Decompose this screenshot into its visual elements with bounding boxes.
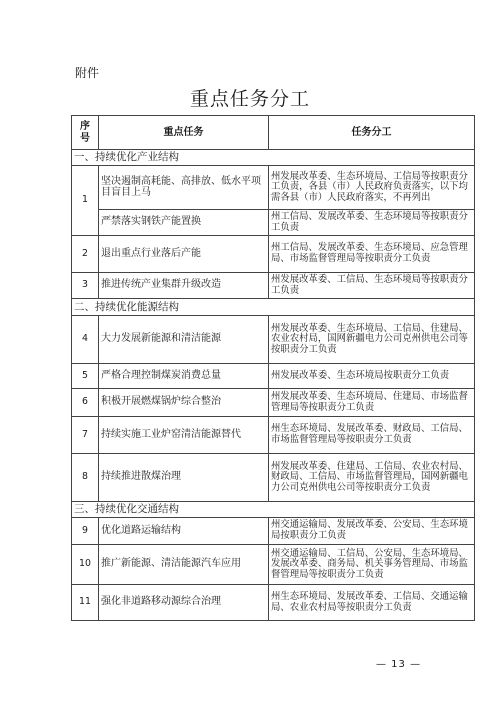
table-row: [72, 316, 475, 364]
table-row: [72, 454, 475, 502]
table-row: [72, 585, 475, 621]
task-cell: 强化非道路移动源综合治理: [99, 585, 269, 621]
division-cell: 州发展改革委、生态环境局按职责分工负责: [269, 364, 475, 389]
page-number: — 13 —: [376, 659, 422, 670]
task-cell: 积极开展燃煤锅炉综合整治: [99, 389, 269, 417]
row-number: 6: [72, 389, 99, 417]
table-row: [72, 236, 475, 273]
row-number: 11: [72, 585, 99, 621]
table-row: [72, 518, 475, 545]
division-cell: 州发展改革委、生态环境局、住建局、市场监督管理局等按职责分工负责: [269, 389, 475, 417]
task-cell: 严格合理控制煤炭消费总量: [99, 364, 269, 389]
row-number: 7: [72, 417, 99, 454]
task-cell: 持续推进散煤治理: [99, 454, 269, 502]
section-row: [72, 502, 475, 518]
header-no: 序 号: [72, 116, 99, 150]
table-row: [72, 545, 475, 585]
task-cell: 坚决遏制高耗能、高排放、低水平项目盲目上马: [99, 166, 269, 210]
row-number: 5: [72, 364, 99, 389]
division-cell: 州发展改革委、生态环境局、工信局等按职责分工负责，各县（市）人民政府负责落实，以下均需各县（市）人民政府落实，不再列出: [269, 166, 475, 210]
row-number: 2: [72, 236, 99, 273]
section-heading: 三、持续优化交通结构: [72, 502, 475, 518]
division-cell: 州生态环境局、发展改革委、财政局、工信局、市场监督管理局等按职责分工负责: [269, 417, 475, 454]
task-cell: 优化道路运输结构: [99, 518, 269, 545]
division-cell: 州生态环境局、发展改革委、工信局、交通运输局、农业农村局等按职责分工负责: [269, 585, 475, 621]
table-row: [72, 273, 475, 299]
section-heading: 二、持续优化能源结构: [72, 299, 475, 316]
header-division: 任务分工: [269, 116, 475, 150]
attachment-label: 附件: [75, 66, 100, 80]
section-heading: 一、持续优化产业结构: [72, 150, 475, 166]
table-header-row: [72, 116, 475, 150]
section-row: [72, 150, 475, 166]
division-cell: 州交通运输局、发展改革委、公安局、生态环境局按职责分工负责: [269, 518, 475, 545]
table-row: [72, 389, 475, 417]
division-cell: 州发展改革委、工信局、生态环境局等按职责分工负责: [269, 273, 475, 299]
division-cell: 州交通运输局、工信局、公安局、生态环境局、发展改革委、商务局、机关事务管理局、市场监督管理局等按职责分工负责: [269, 545, 475, 585]
task-cell: 严禁落实钢铁产能置换: [99, 210, 269, 236]
page-title: 重点任务分工: [189, 88, 310, 110]
division-cell: 州工信局、发展改革委、生态环境局等按职责分工负责: [269, 210, 475, 236]
task-cell: 退出重点行业落后产能: [99, 236, 269, 273]
table-row: [72, 364, 475, 389]
table-row: [72, 417, 475, 454]
task-table: [71, 115, 475, 621]
row-number: 3: [72, 273, 99, 299]
division-cell: 州发展改革委、生态环境局、工信局、住建局、农业农村局，国网新疆电力公司克州供电公司等按职责分工负责: [269, 316, 475, 364]
division-cell: 州工信局、发展改革委、生态环境局、应急管理局、市场监督管理局等按职责分工负责: [269, 236, 475, 273]
table-row: [72, 166, 475, 210]
task-cell: 大力发展新能源和清洁能源: [99, 316, 269, 364]
table-row: [72, 210, 475, 236]
row-number: 8: [72, 454, 99, 502]
task-cell: 推广新能源、清洁能源汽车应用: [99, 545, 269, 585]
row-number: 10: [72, 545, 99, 585]
division-cell: 州发展改革委、住建局、工信局、农业农村局、财政局、工信局、市场监督管理局，国网新疆电力公司克州供电公司等按职责分工负责: [269, 454, 475, 502]
row-number: 4: [72, 316, 99, 364]
row-number: 9: [72, 518, 99, 545]
task-cell: 持续实施工业炉窑清洁能源替代: [99, 417, 269, 454]
header-task: 重点任务: [99, 116, 269, 150]
section-row: [72, 299, 475, 316]
row-number: 1: [72, 166, 99, 236]
task-cell: 推进传统产业集群升级改造: [99, 273, 269, 299]
